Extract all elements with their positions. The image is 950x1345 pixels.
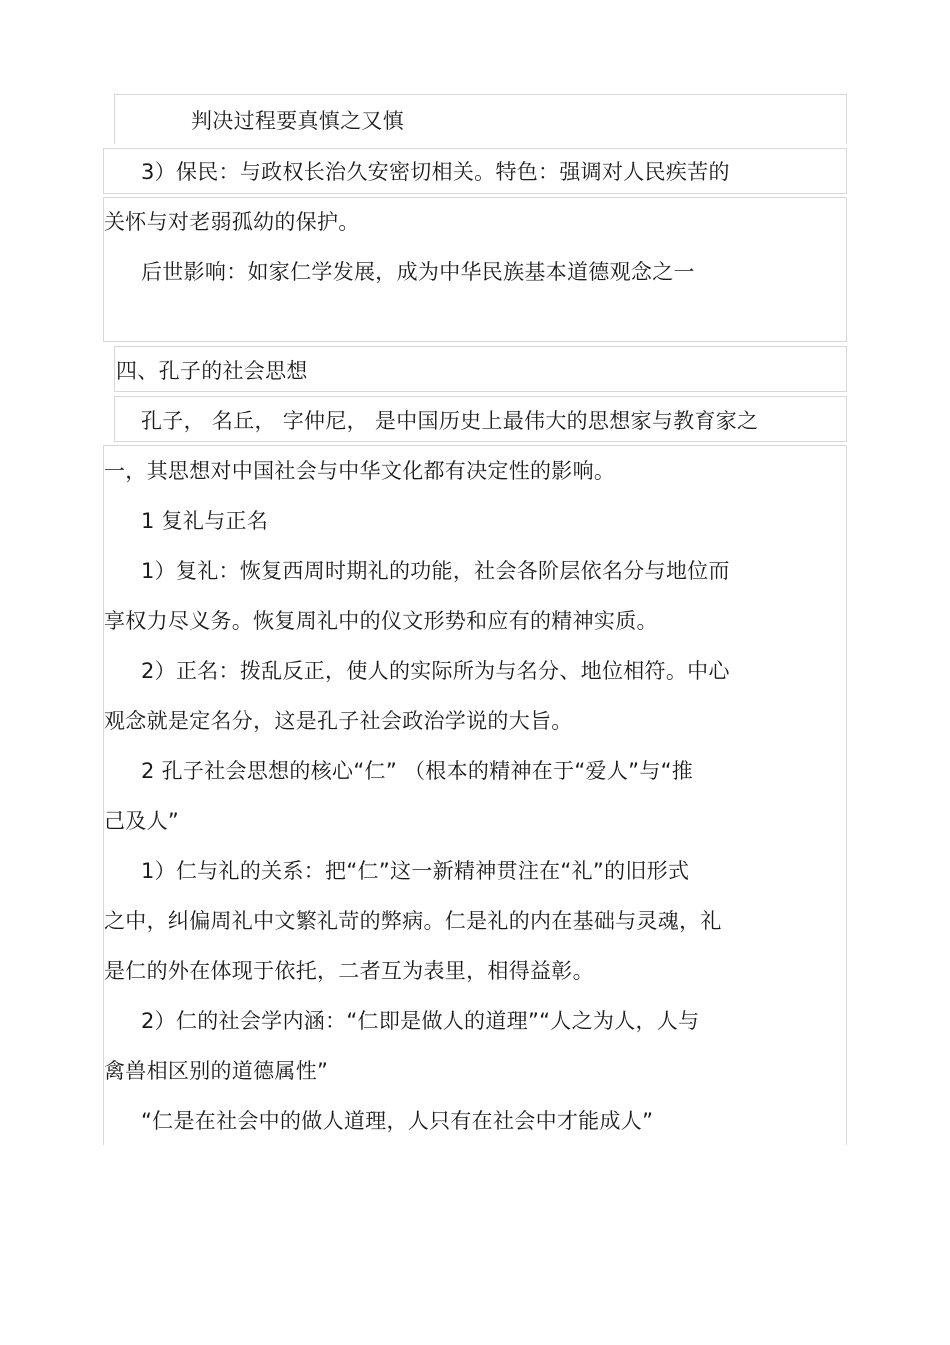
text-line: 判决过程要真慎之又慎 — [191, 109, 404, 133]
text-line: 2）仁的社会学内涵：“仁即是做人的道理”“人之为人，人与 — [141, 1009, 700, 1033]
text-line: 1）复礼：恢复西周时期礼的功能，社会各阶层依名分与地位而 — [141, 559, 730, 583]
text-line: 后世影响：如家仁学发展，成为中华民族基本道德观念之一 — [141, 260, 695, 284]
text-line: 己及人” — [104, 809, 180, 833]
section-heading: 四、孔子的社会思想 — [116, 359, 308, 383]
cell-border-6 — [103, 445, 847, 1145]
text-line: 1）仁与礼的关系：把“仁”这一新精神贯注在“礼”的旧形式 — [141, 859, 690, 883]
text-line: 2）正名：拨乱反正，使人的实际所为与名分、地位相符。中心 — [141, 659, 730, 683]
text-line: 一，其思想对中国社会与中华文化都有决定性的影响。 — [104, 459, 616, 483]
subheading: 2 孔子社会思想的核心“仁” （根本的精神在于“爱人”与“推 — [141, 759, 694, 783]
quote-line: “仁是在社会中的做人道理，人只有在社会中才能成人” — [141, 1109, 654, 1133]
text-line: 孔子， 名丘， 字仲尼， 是中国历史上最伟大的思想家与教育家之 — [141, 409, 759, 433]
text-line: 禽兽相区别的道德属性” — [104, 1059, 329, 1083]
text-line: 3）保民：与政权长治久安密切相关。特色：强调对人民疾苦的 — [141, 160, 730, 184]
text-line: 观念就是定名分，这是孔子社会政治学说的大旨。 — [104, 709, 573, 733]
text-line: 之中，纠偏周礼中文繁礼苛的弊病。仁是礼的内在基础与灵魂，礼 — [104, 909, 722, 933]
text-line: 关怀与对老弱孤幼的保护。 — [104, 210, 360, 234]
text-line: 是仁的外在体现于依托，二者互为表里，相得益彰。 — [104, 959, 594, 983]
text-line: 享权力尽义务。恢复周礼中的仪文形势和应有的精神实质。 — [104, 609, 658, 633]
subheading: 1 复礼与正名 — [141, 509, 269, 533]
